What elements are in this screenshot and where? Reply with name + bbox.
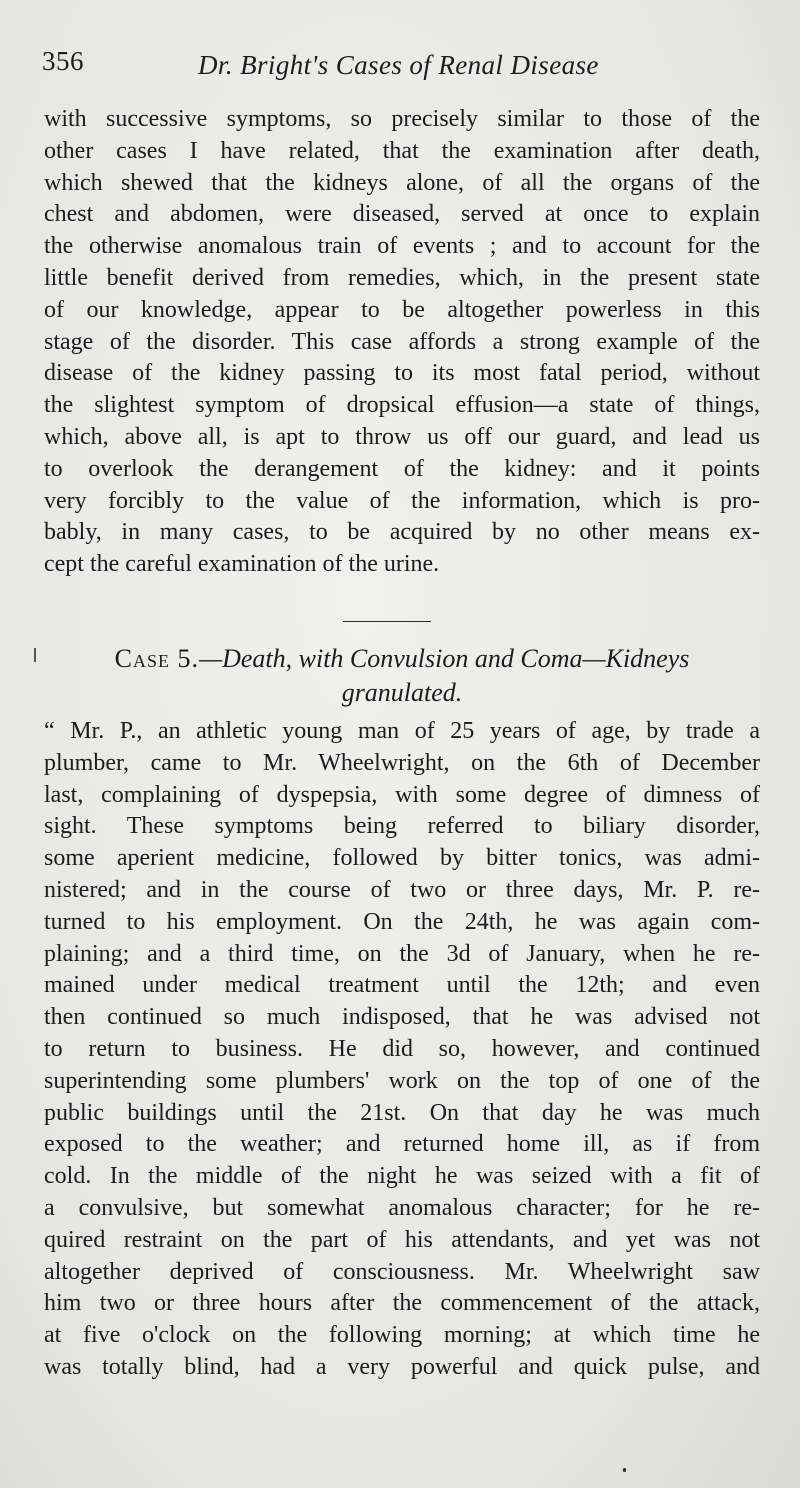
running-title: Dr. Bright's Cases of Renal Disease	[198, 50, 599, 80]
text-line: turned to his employment. On the 24th, he was again com-	[44, 908, 760, 935]
text-line: was totally blind, had a very powerful and quick pulse, and	[44, 1353, 760, 1380]
text-line: quired restraint on the part of his attendants, and yet was not	[44, 1226, 760, 1253]
text-line: chest and abdomen, were diseased, served at once to explain	[44, 201, 760, 228]
text-line: bably, in many cases, to be acquired by no other means ex-	[44, 519, 760, 546]
text-line: of our knowledge, appear to be altogether powerless in this	[44, 296, 760, 323]
text-line: mained under medical treatment until the 12th; and even	[44, 972, 760, 999]
text-line: other cases I have related, that the examination after death,	[44, 137, 760, 164]
ink-speck	[623, 1468, 626, 1472]
text-line: at five o'clock on the following morning; at which time he	[44, 1322, 760, 1349]
text-line: then continued so much indisposed, that he was advised not	[44, 1004, 760, 1031]
text-line: to overlook the derangement of the kidney: and it points	[44, 455, 760, 482]
case-label: Case 5.	[114, 644, 199, 673]
text-line: exposed to the weather; and returned home ill, as if from	[44, 1131, 760, 1158]
text-line: plaining; and a third time, on the 3d of January, when he re-	[44, 940, 760, 967]
text-line: which shewed that the kidneys alone, of all the organs of the	[44, 169, 760, 196]
text-line: plumber, came to Mr. Wheelwright, on the 6th of December	[44, 749, 760, 776]
text-line: the otherwise anomalous train of events ; and to account for the	[44, 233, 760, 260]
text-line: to return to business. He did so, however, and continued	[44, 1035, 760, 1062]
text-line: cept the careful examination of the urine.	[44, 551, 440, 578]
text-line: the slightest symptom of dropsical effusion—a state of things,	[44, 392, 760, 419]
text-line: a convulsive, but somewhat anomalous character; for he re-	[44, 1194, 760, 1221]
text-line: last, complaining of dyspepsia, with some degree of dimness of	[44, 781, 760, 808]
paragraph-1	[44, 104, 760, 581]
case-title: —Death, with Convulsion and Coma—Kidneys	[198, 644, 690, 673]
text-line: some aperient medicine, followed by bitter tonics, was admi-	[44, 845, 760, 872]
margin-mark	[34, 648, 36, 662]
text-line: cold. In the middle of the night he was seized with a fit of	[44, 1163, 760, 1190]
text-line: little benefit derived from remedies, which, in the present state	[44, 264, 760, 291]
case-heading	[44, 642, 760, 710]
page-number: 356	[42, 46, 84, 76]
page-header	[42, 46, 762, 90]
text-line: disease of the kidney passing to its most fatal period, without	[44, 360, 760, 387]
paragraph-2	[44, 716, 760, 1384]
text-line: him two or three hours after the commencement of the attack,	[44, 1290, 760, 1317]
text-line: altogether deprived of consciousness. Mr. Wheelwright saw	[44, 1258, 760, 1285]
text-line: superintending some plumbers' work on the top of one of the	[44, 1067, 760, 1094]
text-line: with successive symptoms, so precisely similar to those of the	[44, 106, 760, 132]
section-divider	[343, 621, 431, 622]
text-line: “ Mr. P., an athletic young man of 25 years of age, by trade a	[44, 718, 760, 744]
text-line: stage of the disorder. This case affords a strong example of the	[44, 328, 760, 355]
text-line: public buildings until the 21st. On that day he was much	[44, 1099, 760, 1126]
text-line: very forcibly to the value of the information, which is pro-	[44, 487, 760, 514]
case-heading-line-2: granulated.	[341, 678, 463, 707]
text-line: which, above all, is apt to throw us off our guard, and lead us	[44, 423, 760, 450]
text-line: nistered; and in the course of two or three days, Mr. P. re-	[44, 876, 760, 903]
text-line: sight. These symptoms being referred to biliary disorder,	[44, 813, 760, 840]
case-heading-line-1	[44, 642, 760, 676]
